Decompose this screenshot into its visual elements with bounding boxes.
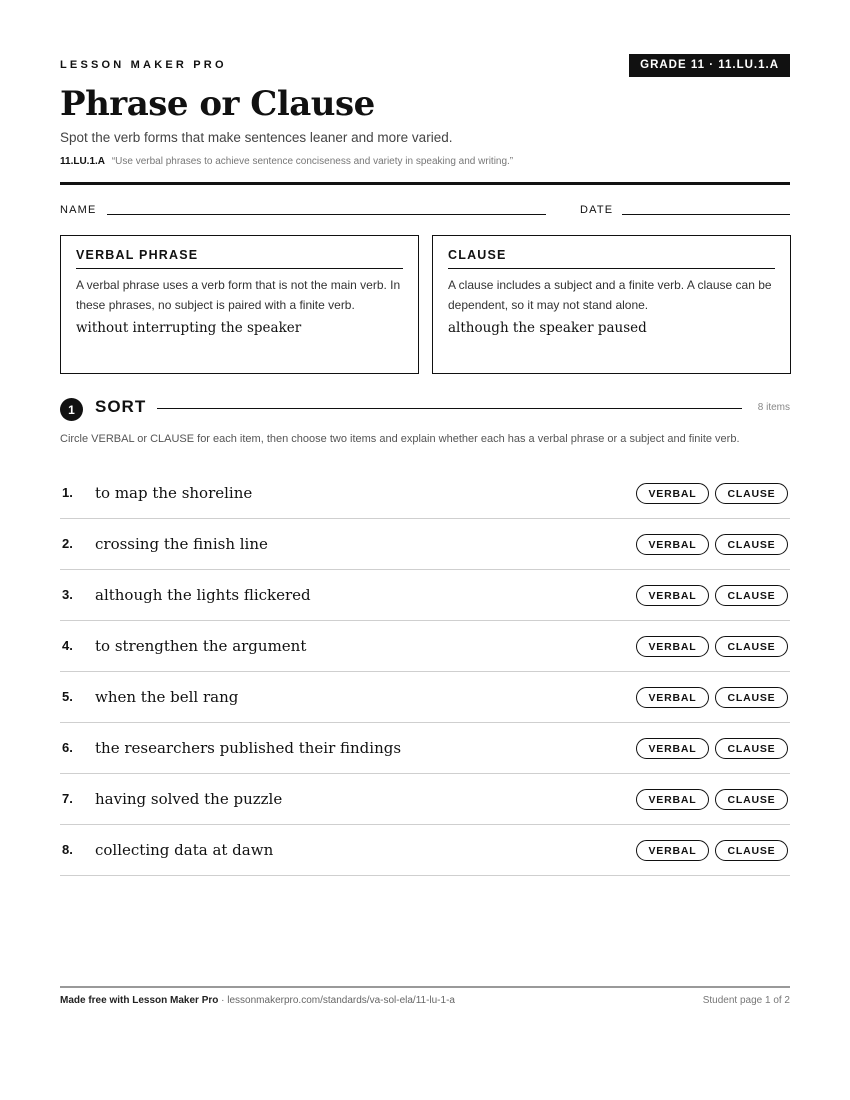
- item-text: collecting data at dawn: [95, 841, 274, 859]
- verbal-phrase-example: without interrupting the speaker: [76, 320, 302, 336]
- list-item: [60, 672, 790, 723]
- item-text: although the lights flickered: [95, 586, 311, 604]
- verbal-choice[interactable]: VERBAL: [636, 687, 709, 708]
- footer-made-with: Made free with Lesson Maker Pro: [60, 995, 219, 1006]
- date-label: DATE: [580, 204, 614, 216]
- item-text: crossing the finish line: [95, 535, 268, 553]
- item-text: when the bell rang: [95, 688, 239, 706]
- clause-choice[interactable]: CLAUSE: [715, 534, 788, 555]
- choice-group: [636, 789, 788, 810]
- clause-example: although the speaker paused: [448, 320, 647, 336]
- choice-group: [636, 840, 788, 861]
- standard-reference: [60, 156, 513, 167]
- clause-choice[interactable]: CLAUSE: [715, 483, 788, 504]
- verbal-choice[interactable]: VERBAL: [636, 738, 709, 759]
- list-item: [60, 621, 790, 672]
- footer-url[interactable]: · lessonmakerpro.com/standards/va-sol-ela/11-lu-1-a: [218, 995, 455, 1006]
- verbal-phrase-definition: A verbal phrase uses a verb form that is not the main verb. In these phrases, no subject is paired with a finite verb.: [76, 278, 401, 312]
- list-item: [60, 570, 790, 621]
- verbal-choice[interactable]: VERBAL: [636, 534, 709, 555]
- page-title: Phrase or Clause: [60, 84, 375, 124]
- name-field[interactable]: [107, 214, 546, 215]
- date-field[interactable]: [622, 214, 790, 215]
- standard-code: 11.LU.1.A: [60, 156, 106, 167]
- choice-group: [636, 636, 788, 657]
- choice-group: [636, 687, 788, 708]
- choice-group: [636, 483, 788, 504]
- section-instructions: Circle VERBAL or CLAUSE for each item, then choose two items and explain whether each has a verbal phrase or a subject and finite verb.: [60, 433, 740, 445]
- verbal-choice[interactable]: VERBAL: [636, 585, 709, 606]
- clause-choice[interactable]: CLAUSE: [715, 687, 788, 708]
- list-item: [60, 468, 790, 519]
- choice-group: [636, 534, 788, 555]
- clause-heading: CLAUSE: [448, 248, 775, 269]
- list-item: [60, 723, 790, 774]
- footer-divider: [60, 986, 790, 988]
- clause-choice[interactable]: CLAUSE: [715, 636, 788, 657]
- item-list: [60, 468, 790, 876]
- verbal-choice[interactable]: VERBAL: [636, 636, 709, 657]
- item-text: to map the shoreline: [95, 484, 253, 502]
- grade-badge: GRADE 11 · 11.LU.1.A: [629, 54, 790, 77]
- item-count: 8 items: [757, 402, 790, 413]
- item-text: the researchers published their findings: [95, 739, 402, 757]
- header-divider: [60, 182, 790, 185]
- item-number: 1.: [62, 485, 73, 500]
- clause-choice[interactable]: CLAUSE: [715, 738, 788, 759]
- verbal-choice[interactable]: VERBAL: [636, 483, 709, 504]
- page-subtitle: Spot the verb forms that make sentences leaner and more varied.: [60, 130, 453, 145]
- item-number: 5.: [62, 689, 73, 704]
- item-number: 3.: [62, 587, 73, 602]
- choice-group: [636, 738, 788, 759]
- list-item: [60, 519, 790, 570]
- clause-choice[interactable]: CLAUSE: [715, 840, 788, 861]
- item-number: 6.: [62, 740, 73, 755]
- section-title: SORT: [95, 397, 147, 416]
- name-label: NAME: [60, 204, 97, 216]
- section-divider: [157, 408, 742, 409]
- clause-card: [432, 235, 791, 374]
- item-number: 7.: [62, 791, 73, 806]
- item-text: having solved the puzzle: [95, 790, 283, 808]
- verbal-phrase-heading: VERBAL PHRASE: [76, 248, 403, 269]
- choice-group: [636, 585, 788, 606]
- verbal-choice[interactable]: VERBAL: [636, 840, 709, 861]
- brand-name: LESSON MAKER PRO: [60, 59, 227, 71]
- verbal-choice[interactable]: VERBAL: [636, 789, 709, 810]
- clause-definition: A clause includes a subject and a finite verb. A clause can be dependent, so it may not stand alone.: [448, 278, 772, 312]
- standard-text: “Use verbal phrases to achieve sentence conciseness and variety in speaking and writing.”: [111, 156, 514, 167]
- section-number-badge: 1: [60, 398, 83, 421]
- list-item: [60, 774, 790, 825]
- item-text: to strengthen the argument: [95, 637, 307, 655]
- item-number: 8.: [62, 842, 73, 857]
- clause-choice[interactable]: CLAUSE: [715, 585, 788, 606]
- footer-credit: [60, 995, 455, 1006]
- item-number: 4.: [62, 638, 73, 653]
- list-item: [60, 825, 790, 876]
- verbal-phrase-card: [60, 235, 419, 374]
- item-number: 2.: [62, 536, 73, 551]
- page-indicator: Student page 1 of 2: [702, 995, 790, 1006]
- clause-choice[interactable]: CLAUSE: [715, 789, 788, 810]
